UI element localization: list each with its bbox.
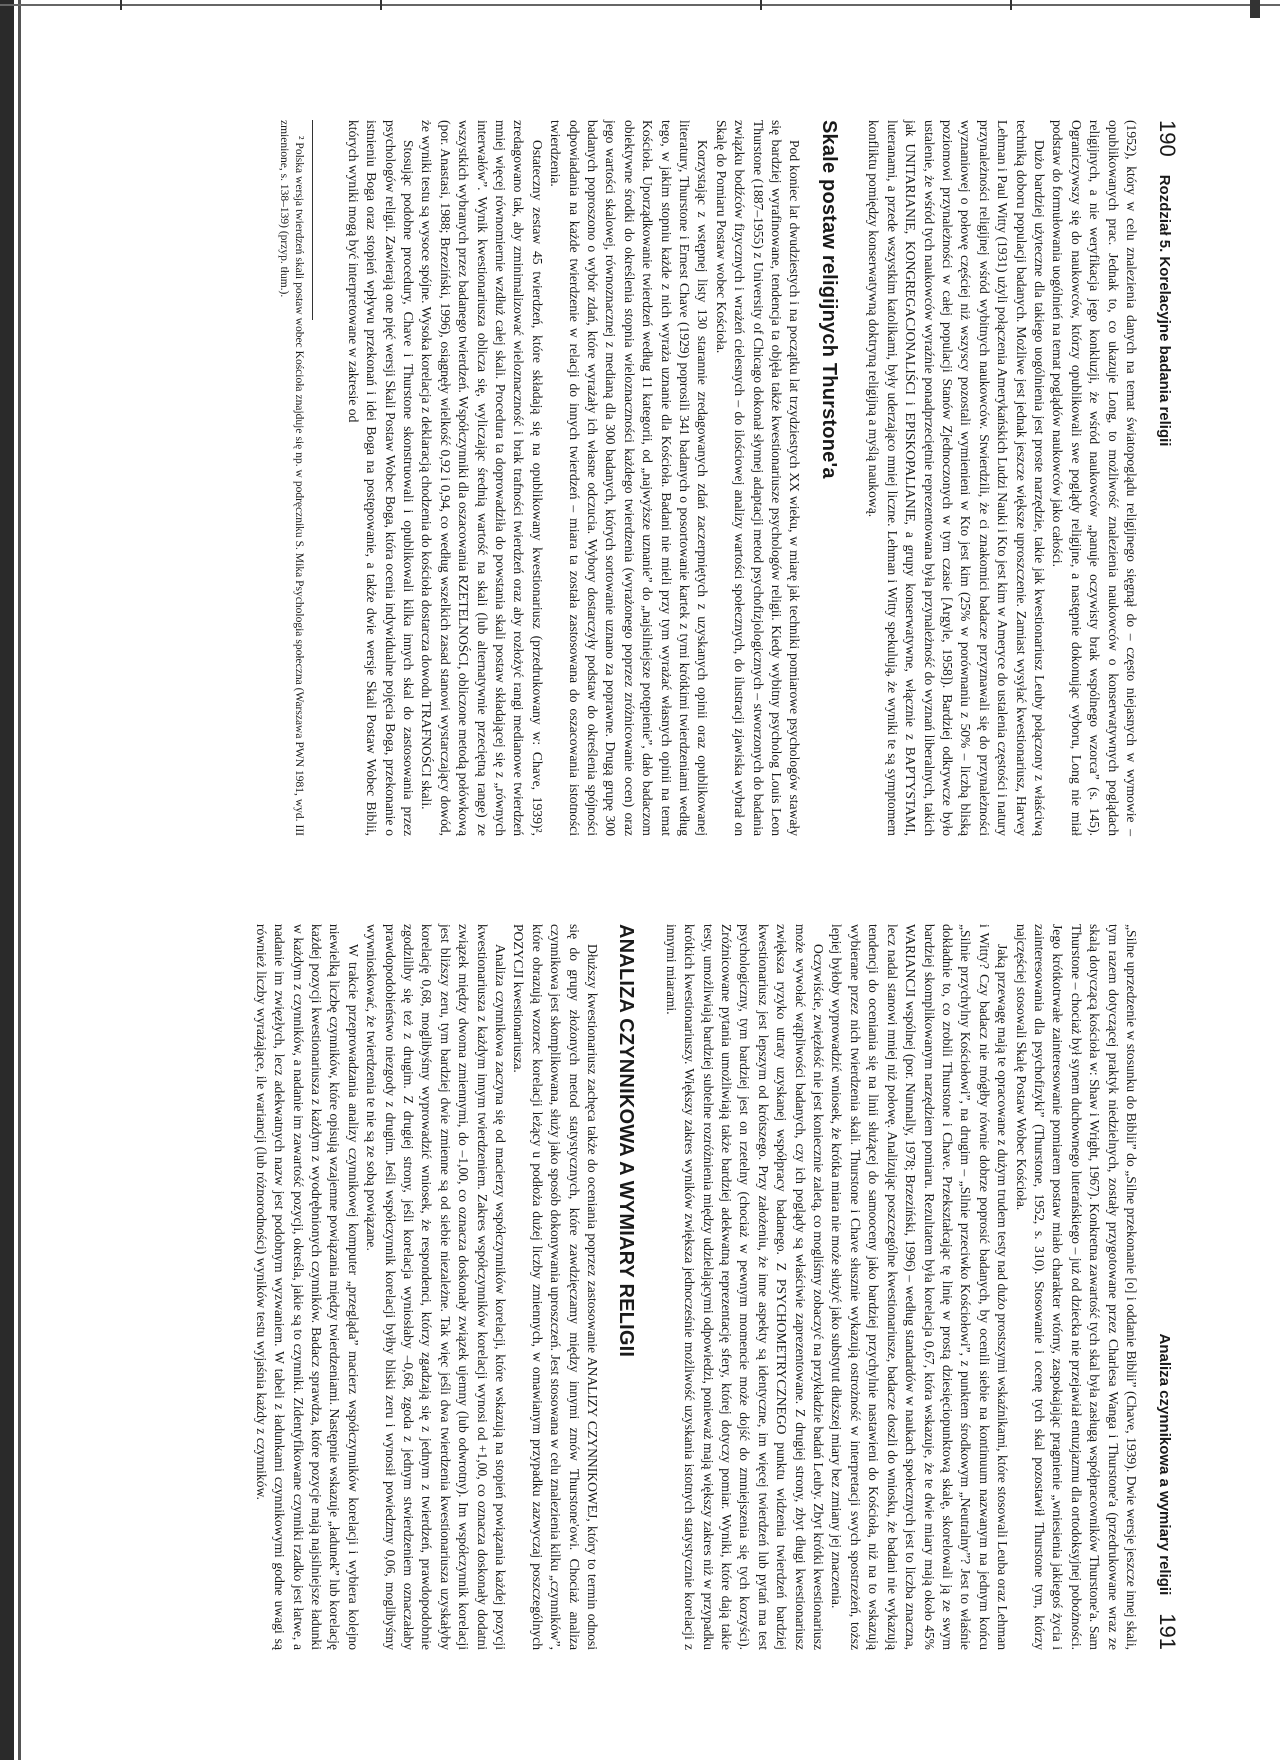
paragraph: Oczywiście, zwięzłość nie jest koniecznie zaletą, co mogliśmy zobaczyć na przykładzie badań Leuby. Zbyt krótki kwestionariusz może wywołać wątpliwości badanych, czy ich poglądy są właściwie zaprezentowane. Z drugiej strony, zbyt długi kwestionariusz zwiększa ryzyko utraty uzyskanej współpracy badanego. Z PSYCHOMETRYCZNEGO punktu widzenia twierdzeń bardziej kwestionariusz jest lepszym od krótszego. Przy założeniu, że inne aspekty są identyczne, im więcej twierdzeń lub pytań ma test psychologiczny, tym bardziej jest on rzetelny (chociaż w pewnym momencie może dojść do zmniejszenia się tych korzyści). Zróżnicowane pytania umożliwiają także bardziej adekwatną reprezentację sfery, której dotyczy pomiar. Wyniki, które dają takie testy, umożliwiają bardziej subtelne rozróżnienia między udzielającymi odpowiedzi, ponieważ mają większy zakres niż w przypadku krótkich kwestionariuszy. Większy zakres wyników zwiększa jednocześnie możliwość uzyskania istotnych statystycznie korelacji z innymi miarami.: [663, 924, 827, 1650]
paragraph: Dłuższy kwestionariusz zachęca także do oceniania poprzez zastosowanie ANALIZY CZYNNIKOWEJ, który to termin odnosi się do grupy złożonych metod statystycznych, które zawdzięczamy między innymi zmów Thurstone'owi. Chociaż analiza czynnikowa jest skomplikowana, służy jako sposób dokonywania uproszczeń. Jest stosowana w celu znalezienia kilku „czynników”, które obrazują wzorzec korelacji leżący u podłoża dużej liczby zmiennych, w omawianym przypadku zazwyczaj poszczególnych POZYCJI kwestionariusza.: [511, 924, 601, 1650]
left-page-number: 190: [1155, 120, 1180, 157]
right-running-title: Analiza czynnikowa a wymiary religii: [1156, 1333, 1173, 1596]
paragraph: Ostateczny zestaw 45 twierdzeń, które składają się na opublikowany kwestionariusz (przedrukowany w: Chave, 1939)², zredagowano tak, aby zminimalizować wieloznaczność i brak trafności twierdzeń oraz aby rozłożyć rangi medianowe twierdzeń mniej więcej równomiernie wzdłuż całej skali. Procedura ta doprowadziła do powstania skali postaw składającej się z „równych interwałów”. Wynik kwestionariusza oblicza się, wyliczając średnią wartość na skali (lub alternatywnie przeciętną range) ze wszystkich wybranych przez badanego twierdzeń. Współczynniki dla oszacowania RZETELNOŚCI, obliczone metodą połówkową (por. Anastasi, 1988; Brzeziński, 1996), osiągnęły wielkość 0,92 i 0,94, co według wszelkich zasad stanowi wystarczający dowód, że wyniki testu są wysoce spójne. Wysoka korelacja z deklaracją chodzenia do kościoła dostarcza dowodu TRAFNOŚCI skali.: [419, 120, 545, 836]
paragraph: W trakcie przeprowadzania analizy czynnikowej komputer „przegląda” macierz współczynników korelacji i wybiera kolejno niewielką liczbę czynników, które opisują wzajemne powiązania między twierdzeniami. Następnie wskazuje „ładunek” lub korelację każdej pozycji kwestionariusza z każdym z wyodrębnionych czynników. Badacz sprawdza, które pozycje mają najsilniejsze ładunki w każdym z czynników, a nadanie im zawartość pozycji, określa, jakie są to czynniki. Zidentyfikowane czynniki rzadko jest łatwe, a nadanie im zwięzłych, lecz adekwatnych nazw jest podobnym wyzwaniem. W tabeli z ładunkami czynnikowymi godne uwagi są również liczby wyrażające, ile wariancji (lub różnorodności) wyników testu wyjaśnia każdy z czynników.: [253, 924, 361, 1650]
footnote: ² Polska wersja twierdzeń skali postaw wobec Kościoła znajduje się np. w podręczniku S. Mika Psychologia społeczna (Warszawa PWN 1981, wyd. III zmienione, s. 138–139) (przyp. tłum.).: [278, 120, 306, 836]
section-heading-thurstone: Skale postaw religijnych Thurstone'a: [817, 120, 840, 479]
section-heading-factor-analysis: ANALIZA CZYNNIKOWA A WYMIARY RELIGII: [615, 924, 638, 1358]
paragraph: (1952), który w celu znalezienia danych na temat światopoglądu religijnego sięgnął do – często niejasnych w wymowie – opublikowanych prac. Jednak to, co ukazuje Long, to możliwość znalezienia naukowców o konserwatywnych poglądach religijnych, a nie weryfikacja jego konkluzji, że wśród naukowców „panuje oczywisty brak wspólnego wzorca” (s. 145). Ograniczywszy się do naukowców, którzy opublikowali swe poglądy religijne, a następnie dokonując wyboru, Long nie miał podstaw do formułowania uogólnień na temat poglądów naukowców jako całości.: [1050, 120, 1139, 836]
paragraph: Stosując podobne procedury, Chave i Thurstone skonstruowali i opublikowali kilka innych skal do zastosowania przez psychologów religii. Zawierają one pięć wersji Skali Postaw Wobec Boga, która ocenia indywidualne pojęcia Boga, przekonanie o istnieniu Boga oraz stopień wpływu przekonań i idei Boga na postępowanie, a także dwie wersje Skali Postaw Wobec Biblii, których wyniki mogą być interpretowane w zakresie od: [345, 120, 416, 836]
paragraph: Dużo bardziej użyteczne dla takiego uogólnienia jest proste narzędzie, takie jak kwestionariusz Leuby połączony z właściwą techniką doboru populacji badanych. Możliwe jest jednak jeszcze większe uproszczenie. Zamiast wysyłać kwestionariusz, Harvey Lehman i Paul Witty (1931) użyli połączenia Amerykańskich Ludzi Nauki i Kto jest kim w Ameryce do ustalenia częstości i natury przynależności religijnej wśród wybitnych naukowców. Stwierdzili, że ci znakomici badacze przyznawali się do przynależności wyznaniowej o połowę częściej niż wszyscy pozostali wymienieni w Kto jest kim (25% w porównaniu z 50% – liczbą bliską poziomowi przynależności w całej populacji Stanów Zjednoczonych w tym czasie [Argyle, 1958]). Bardziej odkrywcze było ustalenie, że wśród tych naukowców wyraźnie ponadprzeciętnie reprezentowana była przynależność do wyznań liberalnych, takich jak UNITARIANIE, KONGREGACJONALIŚCI i EPISKOPALIANIE, a grupy konserwatywne, włącznie z BAPTYSTAMI, luteranami, a przede wszystkim katolikami, były uderzająco mniej liczne. Lehman i Witty spekulują, że wyniki te są symptomem konfliktu pomiędzy konserwatywną doktryną religijną a myślą naukową.: [866, 120, 1047, 836]
paragraph: Pod koniec lat dwudziestych i na początku lat trzydziestych XX wieku, w miarę jak techniki pomiarowe psychologów stawały się bardziej wyrafinowane, tendencja ta objęła także kwestionariusze psychologów religii. Kiedy wybitny psycholog Louis Leon Thurstone (1887–1955) z University of Chicago dokonał słynnej adaptacji metod psychofizjologicznych – stworzonych do badania związku bodźców fizycznych i wrażeń cielesnych – do ilościowej analizy wartości społecznych, do ilustracji zjawiska wybrał on Skalę do Pomiaru Postaw wobec Kościoła.: [713, 120, 803, 836]
footnote-rule: [312, 120, 313, 320]
right-page-number: 191: [1155, 1613, 1180, 1650]
paragraph: „Silne uprzedzenie w stosunku do Biblii” do „Silne przekonanie [o] i oddanie Biblii” (Chave, 1939). Dwie wersje jeszcze innej skali, tym razem dotyczącej praktyk niedzielnych, zostały przygotowane przez Charlesa Wanga i Thurstone'a (przedrukowane wraz ze skalą dotyczącą kościoła w: Shaw i Wright, 1967). Konkretna zawartość tych skal była zasługą współpracowników Thurstone'a. Sam Thurstone – chociaż był synem duchownego luterańskiego – już od dziecka nie przejawiał entuzjazmu dla ortodoksyjnej pobożności. Jego krótkotrwałe zainteresowanie pomiarem postaw miało charakter wtórny, zaspokajając pragnienie „wniesienia jakiegoś życia i zainteresowania dla psychofizyki” (Thurstone, 1952, s. 310). Stosowanie i ocenę tych skal pozostawił Thurstone tym, którzy najczęściej stosowali Skalę Postaw Wobec Kościoła.: [1013, 924, 1139, 1650]
right-body: [251, 924, 1140, 1650]
left-running-title: Rozdział 5. Korelacyjne badania religii: [1156, 174, 1173, 447]
right-page: [0, 880, 1280, 1760]
left-body: [343, 120, 1140, 836]
right-running-head: [1154, 924, 1180, 1650]
left-running-head: [1154, 120, 1180, 836]
paragraph: Korzystając z wstępnej listy 130 starannie zredagowanych zdań zaczerpniętych z uzyskanych opinii oraz opublikowanej literatury, Thurstone i Ernest Chave (1929) poprosili 341 badanych o posortowanie kartek z tymi krótkimi twierdzeniami według tego, w jakim stopniu każde z nich wyraża uznanie dla Kościoła. Badani nie mieli przy tym wyrażać własnych opinii na temat Kościoła. Uporządkowanie twierdzeń według 11 kategorii, od „najwyższe uznanie” do „najsilniejsze potępienie”, dało badaczom obiektywne środki do określenia stopnia wieloznaczności każdego twierdzenia (wyrażonego poprzez zróżnicowanie ocen) oraz jego wartości skalowej, równoznacznej z medianą dla 300 badanych, których sortowanie uznano za poprawne. Drugą grupę 300 badanych poproszono o wybór zdań, które wyrażały ich własne odczucia. Wybory dostarczyły podstaw do określenia spójności odpowiadania na każde twierdzenie w relacji do innych twierdzeń – miara ta została zastosowana do oszacowania istotności twierdzenia.: [548, 120, 711, 836]
paragraph: Jaką przewagę mają te opracowane z dużym trudem testy nad dużo prostszymi wskaźnikami, które stosowali Leuba oraz Lehman i Witty? Czy badacz nie mógłby równie dobrze poprosić badanych, by ocenili siebie na kontinuum nazwanym na jednym końcu „Silnie przychylny Kościołowi”, na drugim – „Silnie przeciwko Kościołowi”, z punktem środkowym „Neutralny”? Jest to właśnie dokładnie to, co zrobili Thurstone i Chave. Przekształcając tę linię w prostą dziesięciopunktową skalę, skorelowali ją ze swym bardziej skomplikowanym narzędziem pomiaru. Rezultatem była korelacja 0,67, która wskazuje, że te dwie miary mają około 45% WARIANCJI wspólnej (por. Nunnally, 1978; Brzeziński, 1996) – według standardów w naukach społecznych jest to liczba znaczna, lecz nadal stanowi mniej niż połowę. Analizując poszczególne kwestionariusze, badacze doszli do wniosku, że badani nie wykazują tendencji do oceniania się na linii służącej do samooceny jako bardziej przychylnie nastawieni do Kościoła, niż na to wskazują wybierane przez nich twierdzenia skali. Thurstone i Chave słusznie wykazują ostrożność w interpretacji swych spostrzeżeń, toższ lepiej byłoby wyprowadzić wniosek, że krótka miara nie może służyć jako substytut dłuższej miary bez zmiany jej znaczenia.: [829, 924, 1011, 1650]
paragraph: Analiza czynnikowa zaczyna się od macierzy współczynników korelacji, które wskazują na stopień powiązania każdej pozycji kwestionariusza z każdym innym twierdzeniem. Zakres współczynników korelacji wynosi od +1,00, co oznacza doskonały dodatni związek między dwoma zmiennymi, do –1,00, co oznacza doskonały związek ujemny (lub odwrotny). Im współczynnik korelacji jest bliższy zeru, tym bardziej dwie zmienne są od siebie niezależne. Tak więc jeśli dwa twierdzenia kwestionariusza uzyskałyby korelację 0,68, moglibyśmy wyprowadzić wniosek, że respondenci, którzy zgadzają się z jednym z twierdzeń, prawdopodobnie zgodziliby się też z drugim. Z drugiej strony, jeśli korelacja wyniosłaby –0,68, zgoda z jednym stwierdzeniem oznaczałaby prawdopodobieństwo niezgody z drugim. Jeśli współczynnik korelacji byłby bliski zeru i wynosił powiedzmy 0,06, moglibyśmy wywnioskować, że twierdzenia te nie są ze sobą powiązane.: [364, 924, 508, 1650]
